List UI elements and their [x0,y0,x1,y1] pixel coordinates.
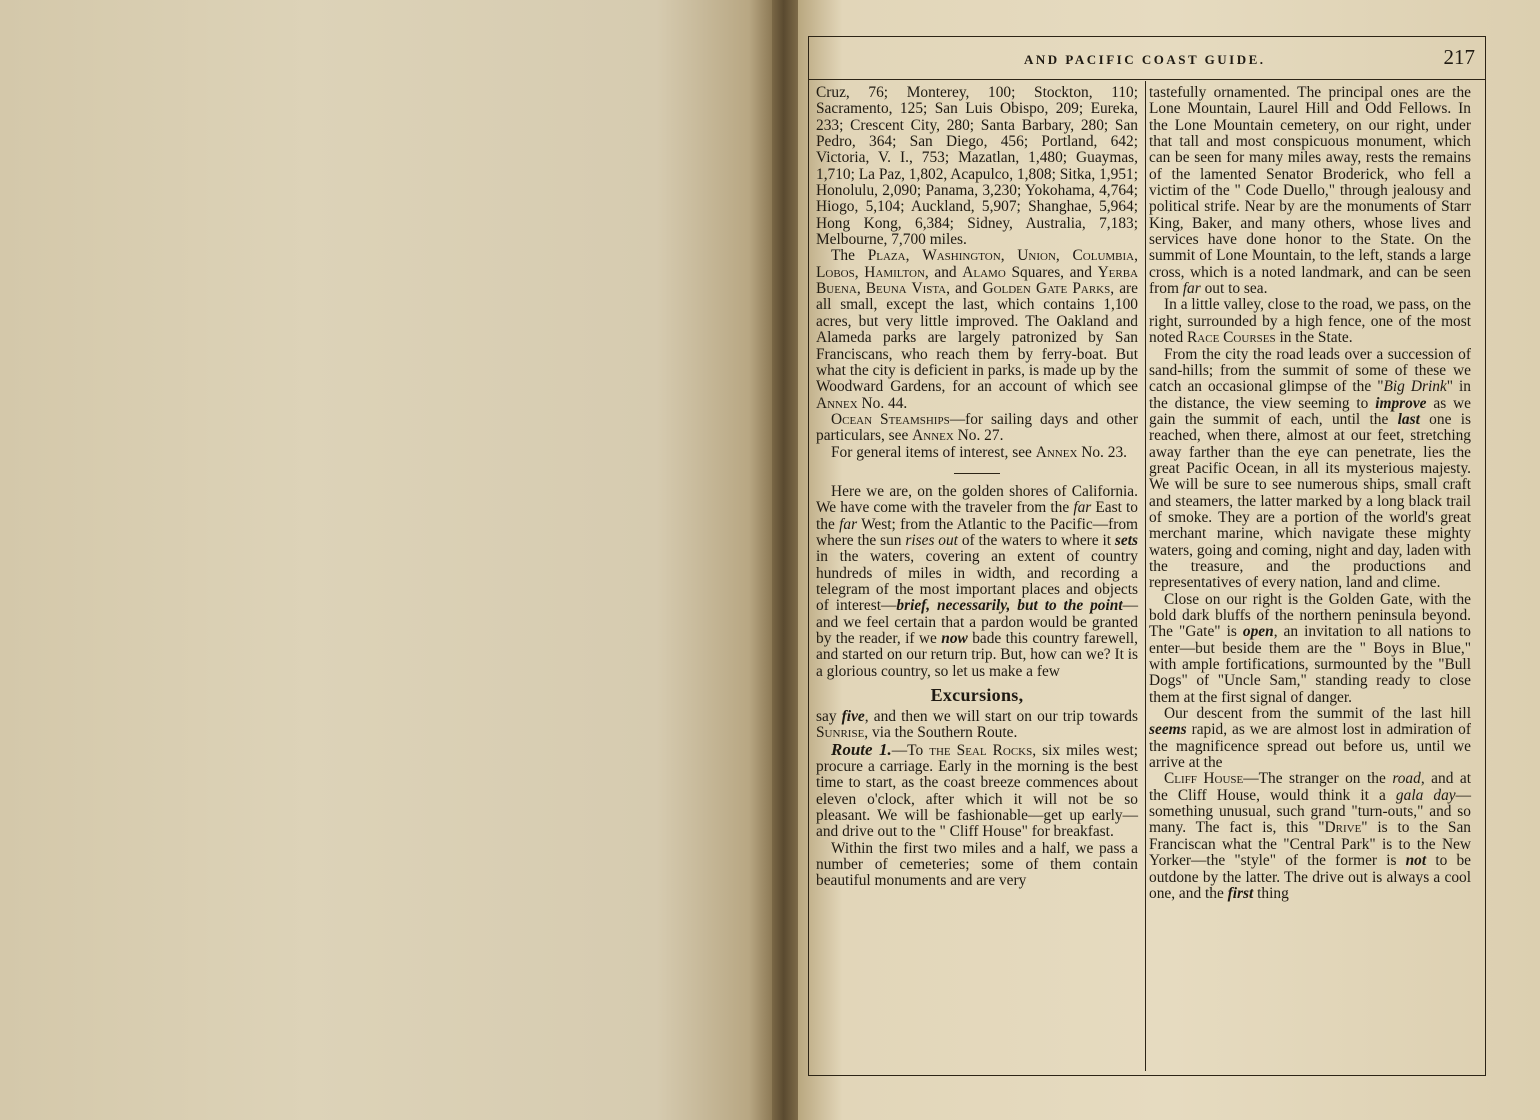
blank-plate-area [70,60,710,1060]
paragraph-golden-gate: Close on our right is the Golden Gate, with the bold dark bluffs of the northern peninsula beyond. The "Gate" is open, an invitation to all nations to enter—but beside them are the " Boys in Blue," with ample fortifications, surmounted by the "Bull Dogs" of "Uncle Sam," standing ready to close them at the first signal of danger. [1149,590,1471,706]
paragraph-descent: Our descent from the summit of the last hill seems rapid, as we are almost lost in admiration of the magnificence spread out before us, until we arrive at the [1149,705,1471,772]
running-title: AND PACIFIC COAST GUIDE. [1024,52,1266,67]
paragraph-ocean-steamships: Ocean Steamships—for sailing days and other particulars, see Annex No. 27. [816,410,1139,445]
text-column-right [1149,85,1471,902]
paragraph-parks: The Plaza, Washington, Union, Columbia, Lobos, Hamilton, and Alamo Squares, and Yerba Buena, Beuna Vista, and Golden Gate Parks, are all small, except the last, which contains 1,100 acres, but very little improved. The Oakland and Alameda parks are largely patronized by San Franciscans, who reach them by ferry-boat. But what the city is deficient in parks, is made up by the Woodward Gardens, for an account of which see Annex No. 44. [816,247,1139,412]
paragraph-say-five: say five, and then we will start on our trip towards Sunrise, via the Southern Route. [816,708,1138,742]
paragraph-sand-hills: From the city the road leads over a succession of sand-hills; from the summit of some of these we catch an occasional glimpse of the "Big Drink" in the distance, the view seeming to improve as we gain the summit of each, until the last one is reached, when there, almost at our feet, stretching away farther than the eye can penetrate, lies the great Pacific Ocean, in all its mysterious majesty. We will be sure to see numerous ships, small craft and steamers, the latter marked by a long black trail of smoke. They are a portion of the world's great merchant marine, which navigate these mighty waters, going and coming, night and day, laden with the treasure, and the productions and representatives of every nation, land and clime. [1149,345,1471,592]
running-head [809,43,1485,80]
paragraph-golden-shores: Here we are, on the golden shores of California. We have come with the traveler from the far East to the far West; from the Atlantic to the Pacific—from where the sun rises out of the waters to where it sets in the waters, covering an extent of country hundreds of miles in width, and recording a telegram of the most important places and objects of interest—brief, necessarily, but to the point—and we feel certain that a pardon would be granted by the reader, if we now bade this country farewell, and started on our return trip. But, how can we? It is a glorious country, so let us make a few [816,482,1138,680]
paragraph-general-items: For general items of interest, see Annex No. 23. [831,443,1127,461]
page-frame [808,36,1486,1076]
paragraph-race-courses: In a little valley, close to the road, we pass, on the right, surrounded by a high fence, one of the most noted Race Courses in the State. [1149,296,1471,347]
paragraph-cliff-house: Cliff House—The stranger on the road, and at the Cliff House, would think it a gala day—something unusual, such grand "turn-outs," and so many. The fact is, this "Drive" is to the San Franciscan what the "Central Park" is to the New Yorker—the "style" of the former is not to be outdone by the latter. The drive out is always a cool one, and the first thing [1149,770,1471,902]
book-gutter [772,0,798,1120]
text-column-left [816,85,1138,890]
paragraph-cemeteries: Within the first two miles and a half, we pass a number of cemeteries; some of them contain beautiful monuments and are very [816,839,1138,890]
section-divider [954,473,1000,474]
column-rule [1145,81,1146,1071]
section-heading-excursions: Excursions, [930,685,1024,706]
page-number: 217 [1443,45,1475,69]
paragraph-distances: Cruz, 76; Monterey, 100; Stockton, 110; Sacramento, 125; San Luis Obispo, 209; Eureka, 233; Crescent City, 280; Santa Barbary, 280; San Pedro, 364; San Diego, 456; Portland, 642; Victoria, V. I., 753; Mazatlan, 1,480; Guaymas, 1,710; La Paz, 1,802, Acapulco, 1,808; Sitka, 1,951; Honolulu, 2,090; Panama, 3,230; Yokohama, 4,764; Hiogo, 5,104; Auckland, 5,907; Shanghae, 5,964; Hong Kong, 6,384; Sidney, Australia, 7,183; Melbourne, 7,700 miles. [816,84,1138,249]
paragraph-lone-mountain: tastefully ornamented. The principal ones are the Lone Mountain, Laurel Hill and Odd Fellows. In the Lone Mountain cemetery, on our right, under that tall and most conspicuous monument, which can be seen for many miles away, rests the remains of the lamented Senator Broderick, who fell a victim of the " Code Duello," through jealousy and political strife. Near by are the monuments of Starr King, Baker, and many others, whose lives and services have done honor to the State. On the summit of Lone Mountain, to the left, stands a large cross, which is a noted landmark, and can be seen from far out to sea. [1149,84,1471,298]
paragraph-route-1: Route 1.—To the Seal Rocks, six miles west; procure a carriage. Early in the morning is the best time to start, as the coast breeze commences about eleven o'clock, after which it will not be so pleasant. We will be fashionable—get up early—and drive out to the " Cliff House" for breakfast. [816,739,1138,841]
